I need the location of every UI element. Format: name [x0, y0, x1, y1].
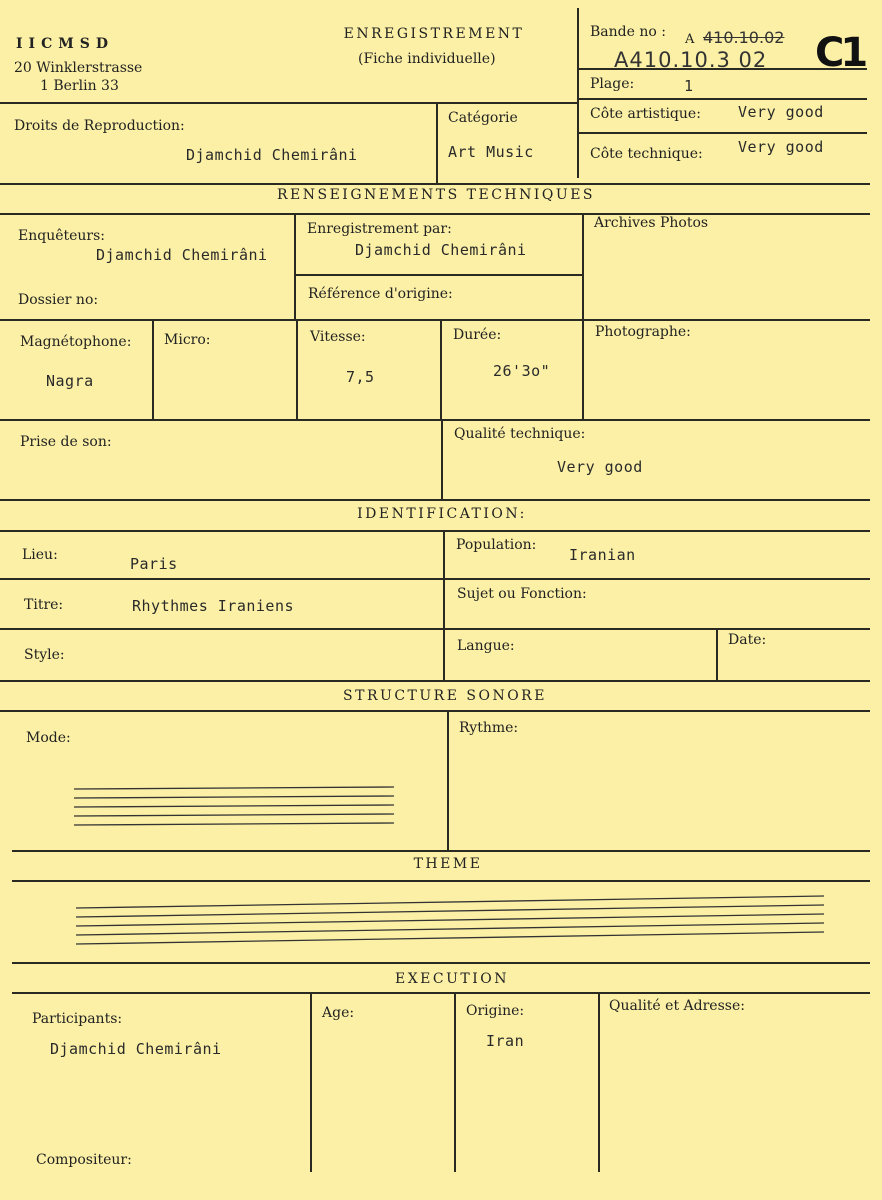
bande-label: Bande no : — [590, 24, 666, 40]
rythme-label: Rythme: — [459, 720, 519, 736]
duree-value: 26'3o" — [493, 362, 551, 380]
divider — [12, 850, 870, 852]
divider — [0, 578, 870, 580]
enregistrement-value: Djamchid Chemirâni — [355, 241, 527, 259]
enqueteurs-label: Enquêteurs: — [18, 228, 106, 244]
enqueteurs-value: Djamchid Chemirâni — [96, 246, 268, 264]
categorie-label: Catégorie — [448, 110, 518, 126]
magnetophone-label: Magnétophone: — [20, 334, 132, 350]
plage-label: Plage: — [590, 76, 635, 92]
lieu-value: Paris — [130, 555, 178, 573]
divider — [294, 213, 296, 319]
bande-mark: C1 — [815, 30, 865, 76]
divider — [310, 992, 312, 1172]
mode-label: Mode: — [26, 730, 71, 746]
population-value: Iranian — [569, 546, 636, 564]
address-line-1: 20 Winklerstrasse — [14, 60, 143, 76]
org-name: IICMSD — [16, 36, 114, 52]
divider — [582, 213, 584, 419]
section-title-structure: STRUCTURE SONORE — [343, 688, 547, 704]
address-line-2: 1 Berlin 33 — [40, 78, 119, 94]
divider — [440, 319, 442, 419]
divider — [12, 992, 870, 994]
divider — [0, 102, 577, 104]
cote-artistique-value: Very good — [738, 103, 824, 121]
participants-value: Djamchid Chemirâni — [50, 1040, 222, 1058]
participants-label: Participants: — [32, 1011, 123, 1027]
divider — [0, 680, 870, 682]
reference-label: Référence d'origine: — [308, 286, 453, 302]
divider — [152, 319, 154, 419]
categorie-value: Art Music — [448, 143, 534, 161]
lieu-label: Lieu: — [22, 547, 58, 563]
divider — [0, 213, 870, 215]
divider — [0, 183, 870, 185]
magnetophone-value: Nagra — [46, 372, 94, 390]
dossier-label: Dossier no: — [18, 292, 99, 308]
cote-artistique-label: Côte artistique: — [590, 106, 701, 122]
divider — [441, 419, 443, 499]
langue-label: Langue: — [457, 638, 515, 654]
titre-value: Rhythmes Iraniens — [132, 597, 295, 615]
section-title-theme: THEME — [413, 856, 483, 872]
divider — [0, 319, 870, 321]
section-title-execution: EXECUTION — [394, 971, 510, 987]
date-label: Date: — [728, 632, 767, 648]
divider — [0, 499, 870, 501]
qualite-technique-value: Very good — [557, 458, 643, 476]
divider — [0, 710, 870, 712]
form-title: ENREGISTREMENT — [343, 26, 525, 42]
divider — [447, 710, 449, 850]
divider — [577, 98, 867, 100]
bande-old-value: 410.10.02 — [703, 28, 785, 47]
divider — [12, 962, 870, 964]
divider — [716, 628, 718, 680]
cote-technique-label: Côte technique: — [590, 146, 703, 162]
droits-value: Djamchid Chemirâni — [186, 146, 358, 164]
divider — [577, 132, 867, 134]
sujet-label: Sujet ou Fonction: — [457, 586, 587, 602]
style-label: Style: — [24, 647, 65, 663]
qualite-technique-label: Qualité technique: — [454, 426, 586, 442]
bande-prefix: A — [685, 32, 695, 47]
age-label: Age: — [322, 1005, 355, 1021]
divider — [12, 880, 870, 882]
micro-label: Micro: — [164, 332, 211, 348]
origine-value: Iran — [486, 1032, 525, 1050]
archives-photos-label: Archives Photos — [594, 215, 709, 231]
photographe-label: Photographe: — [595, 324, 691, 340]
divider — [0, 419, 870, 421]
vitesse-label: Vitesse: — [310, 329, 366, 345]
form-subtitle: (Fiche individuelle) — [358, 51, 496, 67]
duree-label: Durée: — [453, 327, 502, 343]
mode-staff-lines — [70, 785, 400, 835]
droits-label: Droits de Reproduction: — [14, 118, 185, 134]
origine-label: Origine: — [466, 1003, 525, 1019]
qualite-adresse-label: Qualité et Adresse: — [609, 998, 745, 1014]
bande-new-value: A410.10.3 02 — [614, 48, 768, 72]
enregistrement-label: Enregistrement par: — [307, 221, 452, 237]
plage-value: 1 — [684, 77, 694, 95]
theme-staff-lines — [72, 890, 832, 950]
divider — [454, 992, 456, 1172]
section-title-identification: IDENTIFICATION: — [357, 506, 527, 522]
divider — [577, 8, 579, 178]
prise-de-son-label: Prise de son: — [20, 434, 112, 450]
divider — [296, 274, 583, 276]
divider — [0, 530, 870, 532]
compositeur-label: Compositeur: — [36, 1152, 132, 1168]
titre-label: Titre: — [24, 597, 64, 613]
cote-technique-value: Very good — [738, 138, 824, 156]
divider — [296, 319, 298, 419]
population-label: Population: — [456, 537, 537, 553]
divider — [443, 530, 445, 680]
vitesse-value: 7,5 — [346, 368, 375, 386]
section-title-technique: RENSEIGNEMENTS TECHNIQUES — [276, 187, 596, 203]
divider — [436, 102, 438, 183]
divider — [598, 992, 600, 1172]
divider — [0, 628, 870, 630]
